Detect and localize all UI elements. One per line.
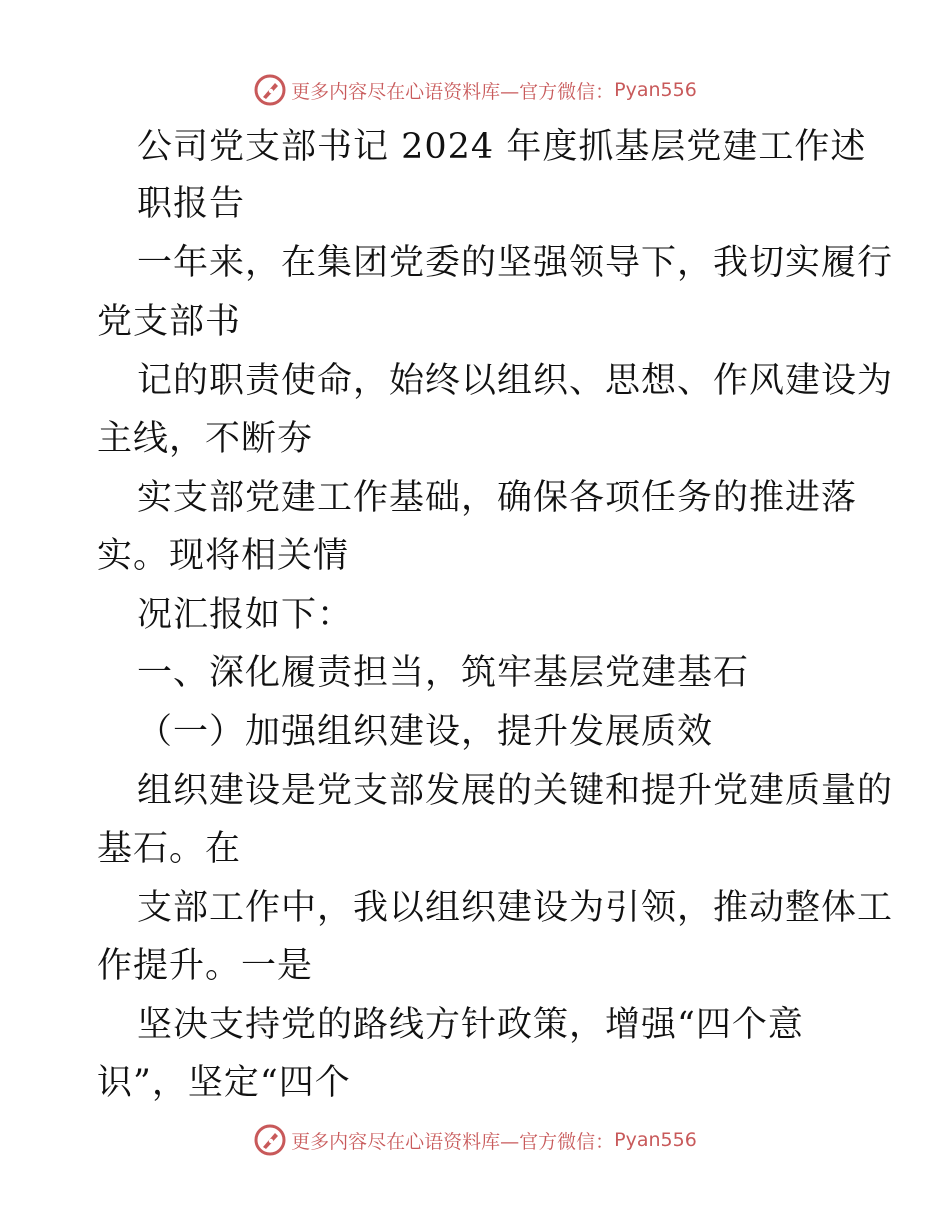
text-line: 一年来，在集团党委的坚强领导下，我切实履行 bbox=[137, 243, 894, 283]
pen-nib-seal-icon bbox=[253, 1123, 287, 1157]
pen-nib-seal-icon bbox=[253, 73, 287, 107]
text-line: 况汇报如下： bbox=[137, 595, 354, 635]
doc-title-line-1: 公司党支部书记 2024 年度抓基层党建工作述 bbox=[137, 127, 867, 167]
doc-title-line-2: 职报告 bbox=[137, 184, 246, 224]
watermark-text: 更多内容尽在心语资料库—官方微信： bbox=[291, 1130, 615, 1153]
watermark-id: Pyan556 bbox=[614, 79, 697, 101]
text-line: 组织建设是党支部发展的关键和提升党建质量的 bbox=[137, 771, 894, 811]
text-line: 基石。在 bbox=[97, 829, 242, 869]
watermark-id: Pyan556 bbox=[614, 1129, 697, 1151]
text-line: 党支部书 bbox=[97, 302, 242, 342]
text-line: 主线，不断夯 bbox=[97, 419, 314, 459]
subsection-heading: （一）加强组织建设，提升发展质效 bbox=[137, 712, 714, 752]
watermark-text: 更多内容尽在心语资料库—官方微信： bbox=[291, 80, 615, 103]
header-watermark bbox=[0, 70, 950, 110]
text-line: 记的职责使命，始终以组织、思想、作风建设为 bbox=[137, 361, 894, 401]
text-line: 作提升。一是 bbox=[97, 946, 314, 986]
text-line: 实支部党建工作基础，确保各项任务的推进落 bbox=[137, 478, 858, 518]
footer-watermark bbox=[0, 1120, 950, 1160]
text-line: 识”，坚定“四个 bbox=[97, 1063, 351, 1103]
section-heading: 一、深化履责担当，筑牢基层党建基石 bbox=[137, 653, 750, 693]
text-line: 实。现将相关情 bbox=[97, 536, 350, 576]
text-line: 坚决支持党的路线方针政策，增强“四个意 bbox=[137, 1005, 804, 1045]
text-line: 支部工作中，我以组织建设为引领，推动整体工 bbox=[137, 888, 894, 928]
